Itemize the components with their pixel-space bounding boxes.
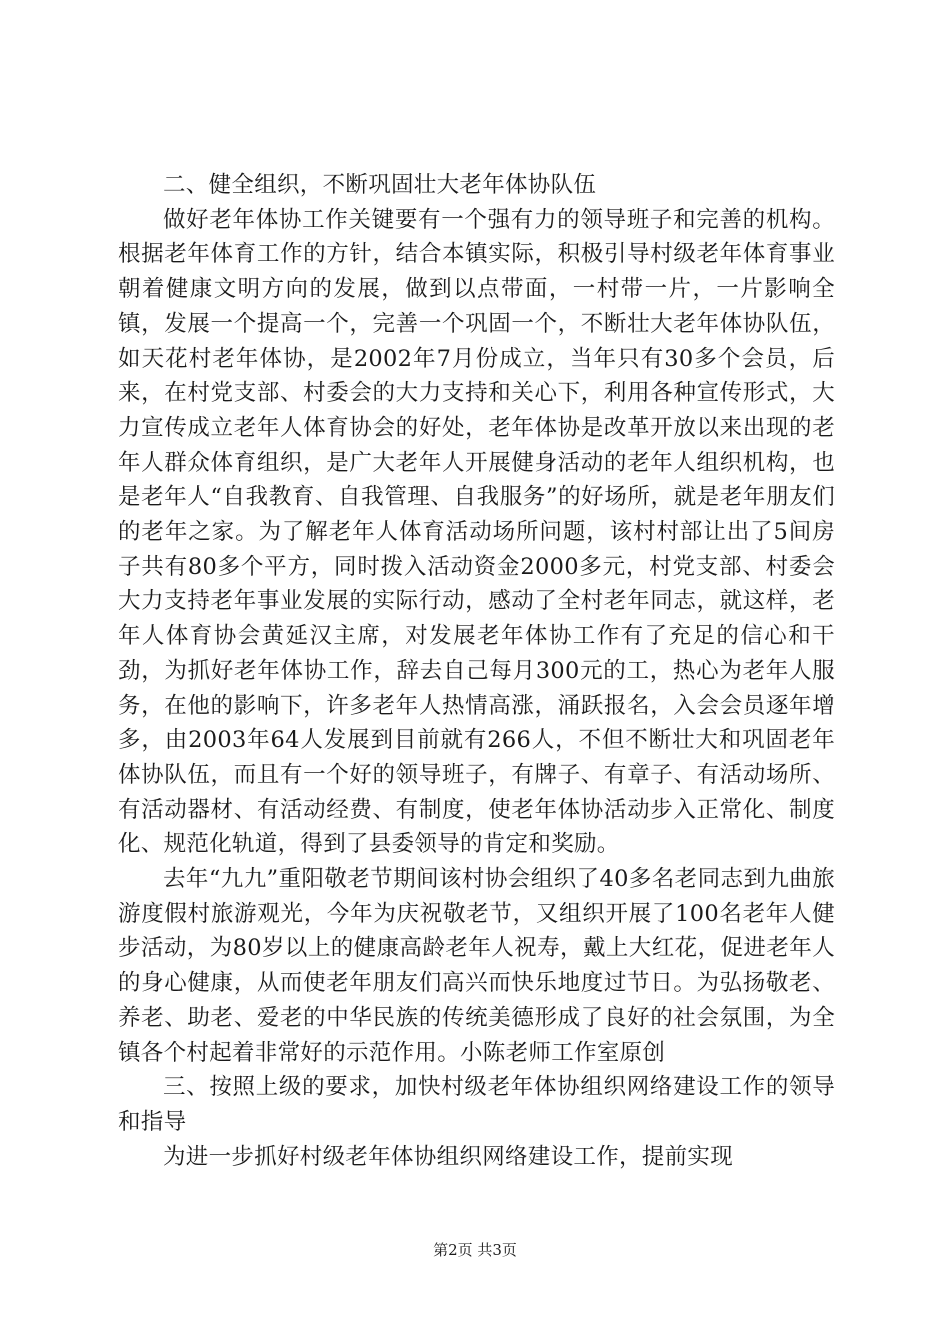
paragraph-2: 去年“九九”重阳敬老节期间该村协会组织了40多名老同志到九曲旅游度假村旅游观光，今年为庆祝敬老节，又组织开展了100名老年人健步活动，为80岁以上的健康高龄老年人祝寿，戴上大红花，促进老年人的身心健康，从而使老年朋友们高兴而快乐地度过节日。为弘扬敬老、养老、助老、爱老的中华民族的传统美德形成了良好的社会氛围，为全镇各个村起着非常好的示范作用。小陈老师工作室原创 <box>118 866 835 1066</box>
document-body <box>118 168 835 1174</box>
paragraph-1: 做好老年体协工作关键要有一个强有力的领导班子和完善的机构。根据老年体育工作的方针，结合本镇实际，积极引导村级老年体育事业朝着健康文明方向的发展，做到以点带面，一村带一片，一片影响全镇，发展一个提高一个，完善一个巩固一个，不断壮大老年体协队伍，如天花村老年体协，是2002年7月份成立，当年只有30多个会员，后来，在村党支部、村委会的大力支持和关心下，利用各种宣传形式，大力宣传成立老年人体育协会的好处，老年体协是改革开放以来出现的老年人群众体育组织，是广大老年人开展健身活动的老年人组织机构，也是老年人“自我教育、自我管理、自我服务”的好场所，就是老年朋友们的老年之家。为了解老年人体育活动场所问题，该村村部让出了5间房子共有80多个平方，同时拨入活动资金2000多元，村党支部、村委会大力支持老年事业发展的实际行动，感动了全村老年同志，就这样，老年人体育协会黄延汉主席，对发展老年体协工作有了充足的信心和干劲，为抓好老年体协工作，辞去自己每月300元的工，热心为老年人服务，在他的影响下，许多老年人热情高涨，涌跃报名，入会会员逐年增多，由2003年64人发展到目前就有266人，不但不断壮大和巩固老年体协队伍，而且有一个好的领导班子，有牌子、有章子、有活动场所、有活动器材、有活动经费、有制度，使老年体协活动步入正常化、制度化、规范化轨道，得到了县委领导的肯定和奖励。 <box>118 206 835 858</box>
section-heading-3: 三、按照上级的要求，加快村级老年体协组织网络建设工作的领导和指导 <box>118 1074 835 1135</box>
section-heading-2: 二、健全组织，不断巩固壮大老年体协队伍 <box>163 172 597 198</box>
page-number-footer: 第2页 共3页 <box>433 1241 517 1259</box>
paragraph-3: 为进一步抓好村级老年体协组织网络建设工作，提前实现 <box>163 1143 734 1170</box>
